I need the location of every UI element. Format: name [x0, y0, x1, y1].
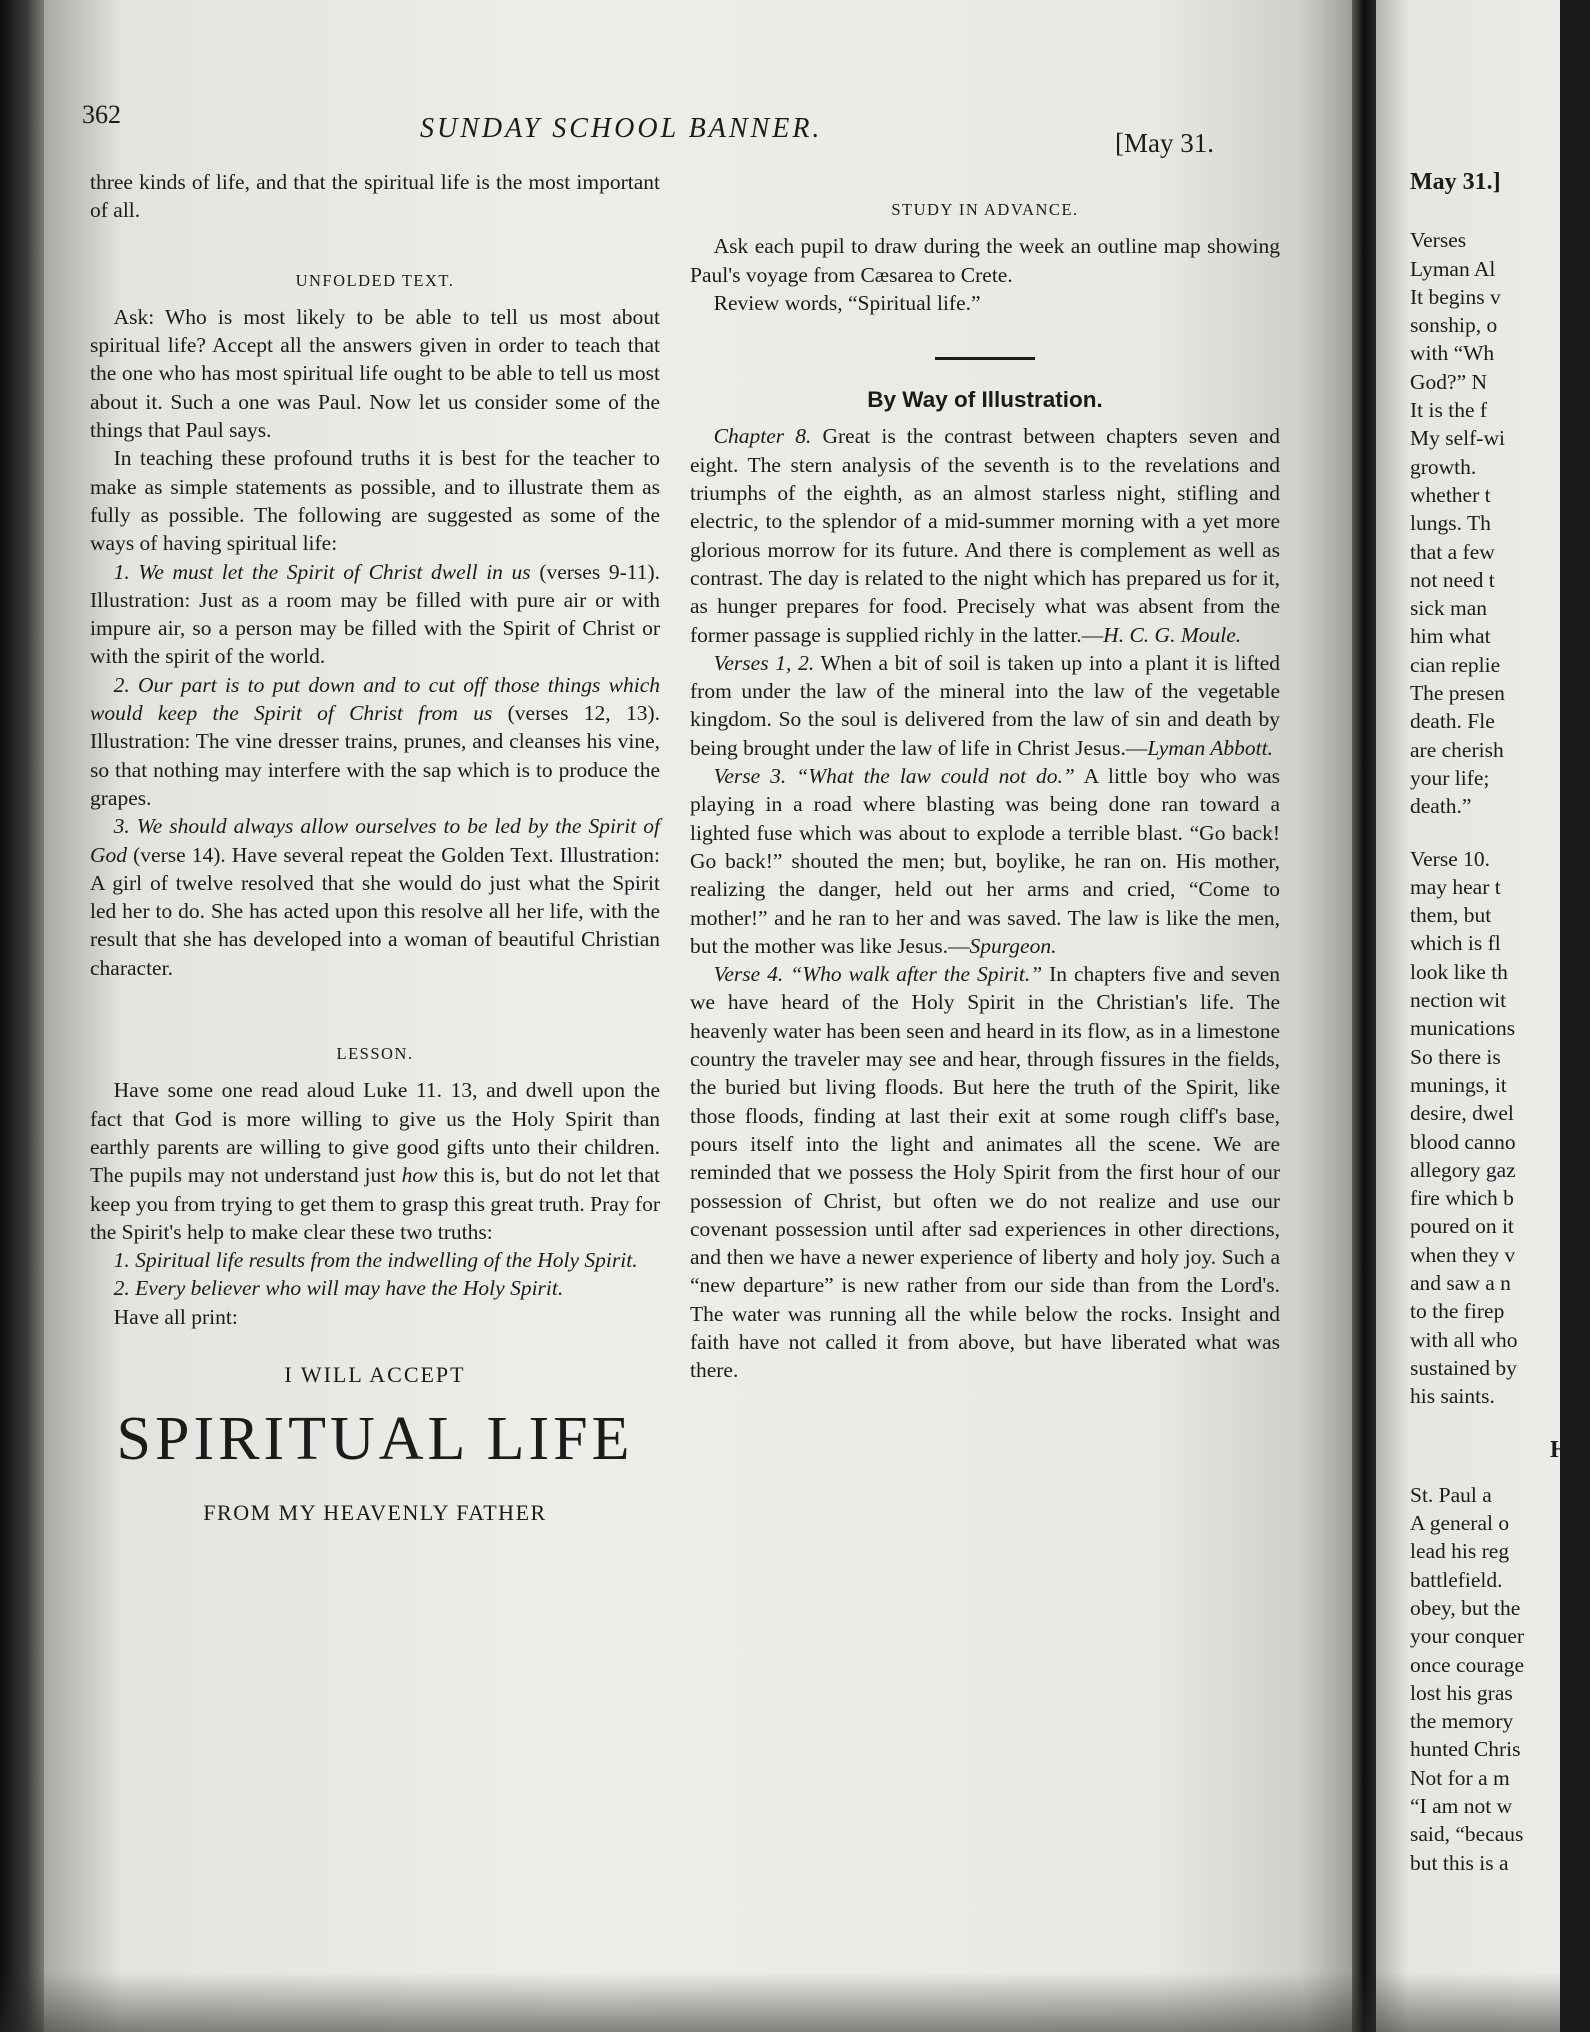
facing-line: poured on it	[1410, 1214, 1514, 1239]
facing-line: not need t	[1410, 567, 1495, 592]
point-3-text: (verse 14). Have several repeat the Golden Text. Illustration: A girl of twelve resolved that she would do just what the Spirit led her to do. She has acted upon this resolve all her life, with the result that she has developed into a woman of beautiful Christian character.	[90, 842, 660, 980]
chapter-8-label: Chapter 8.	[713, 424, 812, 449]
point-3-title: 3. We should always allow ourselves to be led by the Spirit of God	[90, 814, 660, 867]
facing-line: to the firep	[1410, 1299, 1505, 1324]
point-2-title: 2. Our part is to put down and to cut off those things which would keep the Spirit of Christ from us	[90, 672, 660, 726]
page-gutter	[1352, 0, 1378, 2032]
facing-lines-a	[1410, 226, 1590, 820]
facing-line: munings, it	[1410, 1072, 1507, 1097]
illustration-heading: By Way of Illustration.	[867, 387, 1103, 413]
chapter-8-author: H. C. G. Moule.	[1103, 622, 1242, 647]
verse-4-label: Verse 4. “Who walk after the Spirit.”	[713, 962, 1043, 987]
facing-page-column	[1410, 168, 1590, 1877]
facing-heading: H	[1550, 1437, 1569, 1464]
facing-line: may hear t	[1410, 874, 1501, 899]
facing-line: and saw a n	[1410, 1270, 1511, 1295]
motto-bottom-line: FROM MY HEAVENLY FATHER	[203, 1500, 547, 1526]
facing-line: that a few	[1410, 539, 1495, 564]
facing-lines-c	[1410, 1481, 1590, 1877]
middle-column	[690, 188, 1280, 1385]
lesson-text-b: this is, but do not let that keep you from trying to get them to grasp this great truth. Pray for the Spirit's help to make clear these two truths:	[90, 1163, 660, 1244]
facing-line: allegory gaz	[1410, 1157, 1516, 1182]
verses-1-2-author: Lyman Abbott.	[1147, 735, 1273, 760]
motto-top-line: I WILL ACCEPT	[284, 1361, 466, 1387]
facing-line: his saints.	[1410, 1384, 1495, 1409]
facing-line: A general o	[1410, 1511, 1510, 1536]
facing-line: munications	[1410, 1016, 1516, 1041]
facing-line: said, “becaus	[1410, 1822, 1524, 1847]
point-1-text: (verses 9-11). Illustration: Just as a room may be filled with pure air or with impure air, so a person may be filled with the Spirit of Christ or with the spirit of the world.	[90, 559, 660, 669]
left-column	[90, 168, 660, 1528]
facing-line: St. Paul a	[1410, 1482, 1492, 1507]
page-number: 362	[82, 100, 121, 129]
facing-line: It begins v	[1410, 284, 1501, 309]
unfolded-paragraph-2: In teaching these profound truths it is best for the teacher to make as simple statements as possible, and to illustrate them as fully as possible. The following are suggested as some of the ways of having spiritual life:	[90, 446, 660, 556]
verse-4-paragraph	[690, 960, 1280, 1384]
point-2-text: (verses 12, 13). Illustration: The vine dresser trains, prunes, and cleanses his vine, so that nothing may interfere with the sap which is to produce the grapes.	[90, 701, 660, 810]
facing-line: with “Wh	[1410, 341, 1495, 366]
lesson-heading: LESSON.	[336, 1044, 414, 1064]
facing-line: sustained by	[1410, 1355, 1517, 1380]
facing-line: hunted Chris	[1410, 1737, 1521, 1762]
bottom-shadow	[0, 1972, 1560, 2032]
unfolded-text-heading: UNFOLDED TEXT.	[295, 270, 455, 290]
point-2	[90, 671, 660, 812]
study-in-advance-heading: STUDY IN ADVANCE.	[891, 200, 1079, 219]
verse-3-text: A little boy who was playing in a road where blasting was being done ran toward a lighted fuse which was about to explode a terrible blast. “Go back! Go back!” shouted the men; but, boylike, he ran on. His mother, realizing the danger, held out her arms and cried, “Come to mother!” and he ran to her and was saved. The law is like the men, but the mother was like Jesus.—	[690, 764, 1281, 958]
facing-line: fire which b	[1410, 1186, 1514, 1211]
page-date: [May 31.	[1115, 128, 1214, 158]
verse-4-text: In chapters five and seven we have heard of the Holy Spirit in the Christian's life. The heavenly water has been seen and heard in its flow, as in a limestone country the traveler may see and hear, through fissures in the fields, the buried but living floods. But here the truth of the Spirit, like those floods, finding at last their exit at some rough cliff's base, pours itself into the light and animates all the scene. We are reminded that we possess the Holy Spirit from the first hour of our possession of Christ, but often we do not realize and use our covenant possession until after sad experiences in other directions, and then we have a newer experience of liberty and holy joy. Such a “new departure” is new rather from our side than from the Lord's. The water was running all the while below the rocks. Insight and faith have not called it from above, but have liberated what was there.	[690, 962, 1280, 1383]
facing-line: obey, but the	[1410, 1595, 1521, 1620]
facing-line: battlefield.	[1410, 1567, 1503, 1592]
facing-line: So there is	[1410, 1044, 1501, 1069]
facing-line: death. Fle	[1410, 709, 1495, 734]
print-intro: Have all print:	[113, 1304, 238, 1329]
book-binding-shadow	[0, 0, 48, 2032]
verse-3-label: Verse 3. “What the law could not do.”	[713, 764, 1075, 789]
facing-line: death.”	[1410, 794, 1472, 819]
facing-line: Verse 10.	[1410, 846, 1491, 871]
facing-line: lead his reg	[1410, 1539, 1510, 1564]
facing-line: blood canno	[1410, 1129, 1516, 1154]
facing-line: him what	[1410, 624, 1491, 649]
point-1-title: 1. We must let the Spirit of Christ dwell in us	[113, 559, 531, 584]
facing-line: It is the f	[1410, 398, 1488, 423]
truth-2-text: 2. Every believer who will may have the Holy Spirit.	[113, 1276, 564, 1301]
facing-line: lost his gras	[1410, 1680, 1513, 1705]
facing-line: Not for a m	[1410, 1765, 1510, 1790]
facing-lines-b	[1410, 845, 1590, 1411]
verses-1-2-label: Verses 1, 2.	[713, 650, 815, 675]
truth-1	[90, 1246, 660, 1274]
intro-paragraph: three kinds of life, and that the spiritual life is the most important of all.	[90, 170, 660, 223]
unfolded-paragraph-1: Ask: Who is most likely to be able to tell us most about spiritual life? Accept all the answers given in order to teach that the one who has most spiritual life ought to be able to tell us most about it. Such a one was Paul. Now let us consider some of the things that Paul says.	[90, 304, 660, 443]
lesson-paragraph	[90, 1076, 660, 1246]
facing-line: are cherish	[1410, 737, 1504, 762]
verse-3-author: Spurgeon.	[969, 933, 1057, 958]
facing-line: which is fl	[1410, 931, 1501, 956]
facing-line: with all who	[1410, 1327, 1518, 1352]
running-title: SUNDAY SCHOOL BANNER.	[420, 113, 823, 144]
facing-line: but this is a	[1410, 1850, 1509, 1875]
facing-line: look like th	[1410, 959, 1508, 984]
facing-line: nection wit	[1410, 988, 1507, 1013]
facing-line: My self-wi	[1410, 426, 1505, 451]
facing-line: The presen	[1410, 681, 1505, 706]
print-motto	[90, 1361, 660, 1528]
facing-line: growth.	[1410, 454, 1477, 479]
facing-line: cian replie	[1410, 652, 1501, 677]
facing-line: them, but	[1410, 903, 1492, 928]
chapter-8-text: Great is the contrast between chapters seven and eight. The stern analysis of the seventh is to the revelations and triumphs of the eighth, as an almost starless night, stifling and electric, to the splendor of a mid-summer morning with a yet more glorious morrow for its future. And there is complement as well as contrast. The day is related to the night which has prepared us for it, as hunger prepares for food. Precisely what was absent from the former passage is supplied richly in the latter.—	[690, 424, 1280, 647]
facing-line: lungs. Th	[1410, 511, 1491, 536]
facing-line: your conquer	[1410, 1624, 1525, 1649]
truth-2	[90, 1274, 660, 1302]
motto-main-line: SPIRITUAL LIFE	[116, 1405, 634, 1474]
facing-line: “I am not w	[1410, 1794, 1513, 1819]
truth-1-text: 1. Spiritual life results from the indwelling of the Holy Spirit.	[113, 1248, 638, 1273]
facing-line: Lyman Al	[1410, 256, 1496, 281]
lesson-text-a: Have some one read aloud Luke 11. 13, and dwell upon the fact that God is more willing to give us the Holy Spirit than earthly parents are willing to give good gifts unto their children. The pupils may not understand just	[90, 1078, 660, 1188]
verses-1-2-text: When a bit of soil is taken up into a plant it is lifted from under the law of the mineral into the law of the vegetable kingdom. So the soul is delivered from the law of sin and death by being brought under the law of life in Christ Jesus.—	[690, 650, 1280, 760]
section-divider	[935, 357, 1035, 360]
facing-line: when they v	[1410, 1242, 1516, 1267]
point-1	[90, 558, 660, 671]
facing-page-date: May 31.]	[1410, 169, 1501, 195]
facing-line: God?” N	[1410, 369, 1488, 394]
facing-line: your life;	[1410, 765, 1490, 790]
study-paragraph-2: Review words, “Spiritual life.”	[713, 290, 981, 315]
chapter-8-paragraph	[690, 422, 1280, 648]
facing-line: whether t	[1410, 482, 1491, 507]
point-3	[90, 812, 660, 982]
study-paragraph-1: Ask each pupil to draw during the week an outline map showing Paul's voyage from Cæsarea to Crete.	[690, 234, 1280, 287]
facing-line: sonship, o	[1410, 313, 1498, 338]
facing-line: once courage	[1410, 1652, 1524, 1677]
facing-line: Verses	[1410, 228, 1467, 253]
facing-line: the memory	[1410, 1709, 1514, 1734]
verse-3-paragraph	[690, 762, 1280, 960]
facing-line: sick man	[1410, 596, 1488, 621]
facing-line: desire, dwel	[1410, 1101, 1514, 1126]
verses-1-2-paragraph	[690, 649, 1280, 762]
lesson-text-how: how	[401, 1163, 438, 1188]
